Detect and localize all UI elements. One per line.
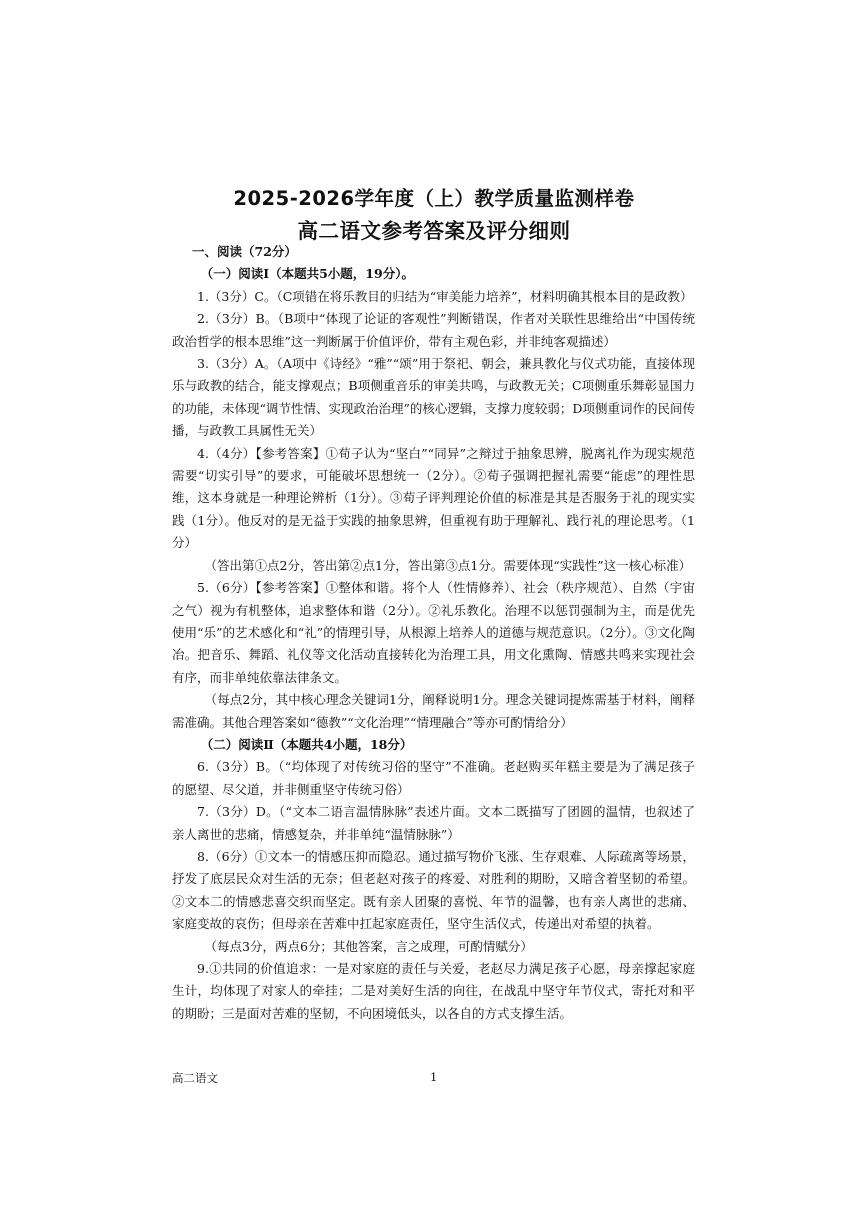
answer-q6: 6.（3分）B。（“均体现了对传统习俗的坚守”不准确。老赵购买年糕主要是为了满足孩子的愿望、尽父道，并非侧重坚守传统习俗） bbox=[172, 759, 695, 797]
answer-q4-scoring-note: （答出第①点2分，答出第②点1分，答出第③点1分。需要体现“实践性”这一核心标准） bbox=[204, 557, 692, 573]
answer-q8-scoring-note: （每点3分，两点6分；其他答案，言之成理，可酌情赋分） bbox=[204, 938, 533, 954]
subsection-heading-reading2: （二）阅读Ⅱ（本题共4小题，18分） bbox=[200, 736, 413, 752]
answer-q5-scoring-note: （每点2分，其中核心理念关键词1分，阐释说明1分。理念关键词提炼需基于材料，阐释需准确。其他合理答案如“德教”“文化治理”“情理融合”等亦可酌情给分） bbox=[172, 692, 695, 730]
answer-q4: 4.（4分）【参考答案】①荀子认为“坚白”“同异”之辩过于抽象思辨，脱离礼作为现实规范需要“切实引导”的要求，可能破坏思想统一（2分）。②荀子强调把握礼需要“能虑”的理性思维，这本身就是一种理论辨析（1分）。③荀子评判理论价值的标准是其是否服务于礼的现实实践（1分）。他反对的是无益于实践的抽象思辨，但重视有助于理解礼、践行礼的理论思考。（1分） bbox=[172, 445, 695, 551]
footer-subject: 高二语文 bbox=[172, 1071, 218, 1085]
subsection-heading-reading1: （一）阅读Ⅰ（本题共5小题，19分）。 bbox=[200, 266, 414, 282]
document-subtitle: 高二语文参考答案及评分细则 bbox=[297, 219, 571, 243]
footer-page-number: 1 bbox=[430, 1070, 438, 1084]
answer-content bbox=[172, 241, 695, 1025]
document-title: 2025-2026学年度（上）教学质量监测样卷 bbox=[233, 187, 635, 210]
answer-q1: 1.（3分）C。（C项错在将乐教目的归结为“审美能力培养”，材料明确其根本目的是政教） bbox=[197, 288, 693, 304]
section-heading-reading: 一、阅读（72分） bbox=[192, 244, 297, 259]
answer-q2: 2.（3分）B。（B项中“体现了论证的客观性”判断错误，作者对关联性思维给出“中国传统政治哲学的根本思维”这一判断属于价值评价，带有主观色彩，并非纯客观描述） bbox=[172, 311, 695, 349]
answer-q3: 3.（3分）A。（A项中《诗经》“雅”“颂”用于祭祀、朝会，兼具教化与仪式功能，直接体现乐与政教的结合，能支撑观点；B项侧重音乐的审美共鸣，与政教无关；C项侧重乐舞彰显国力的功能，未体现“调节性情、实现政治治理”的核心逻辑，支撑力度较弱；D项侧重词作的民间传播，与政教工具属性无关） bbox=[172, 356, 695, 439]
answer-q5: 5.（6分）【参考答案】①整体和谐。将个人（性情修养）、社会（秩序规范）、自然（宇宙之气）视为有机整体，追求整体和谐（2分）。②礼乐教化。治理不以惩罚强制为主，而是优先使用“乐”的艺术感化和“礼”的情理引导，从根源上培养人的道德与规范意识。（2分）。③文化陶冶。把音乐、舞蹈、礼仪等文化活动直接转化为治理工具，用文化熏陶、情感共鸣来实现社会有序，而非单纯依靠法律条文。 bbox=[172, 580, 695, 685]
answer-q7: 7.（3分）D。（“文本二语言温情脉脉”表述片面。文本二既描写了团圆的温情，也叙述了亲人离世的悲痛，情感复杂，并非单纯“温情脉脉”） bbox=[172, 804, 695, 842]
answer-q9: 9.①共同的价值追求：一是对家庭的责任与关爱，老赵尽力满足孩子心愿，母亲撑起家庭生计，均体现了对家人的牵挂；二是对美好生活的向往，在战乱中坚守年节仪式，寄托对和平的期盼；三是面对苦难的坚韧，不向困境低头，以各自的方式支撑生活。 bbox=[172, 961, 695, 1021]
answer-q8: 8.（6分）①文本一的情感压抑而隐忍。通过描写物价飞涨、生存艰难、人际疏离等场景，抒发了底层民众对生活的无奈；但老赵对孩子的疼爱、对胜利的期盼，又暗含着坚韧的希望。②文本二的情感悲喜交织而坚定。既有亲人团聚的喜悦、年节的温馨，也有亲人离世的悲痛、家庭变故的哀伤；但母亲在苦难中扛起家庭责任，坚守生活仪式，传递出对希望的执着。 bbox=[172, 848, 695, 932]
